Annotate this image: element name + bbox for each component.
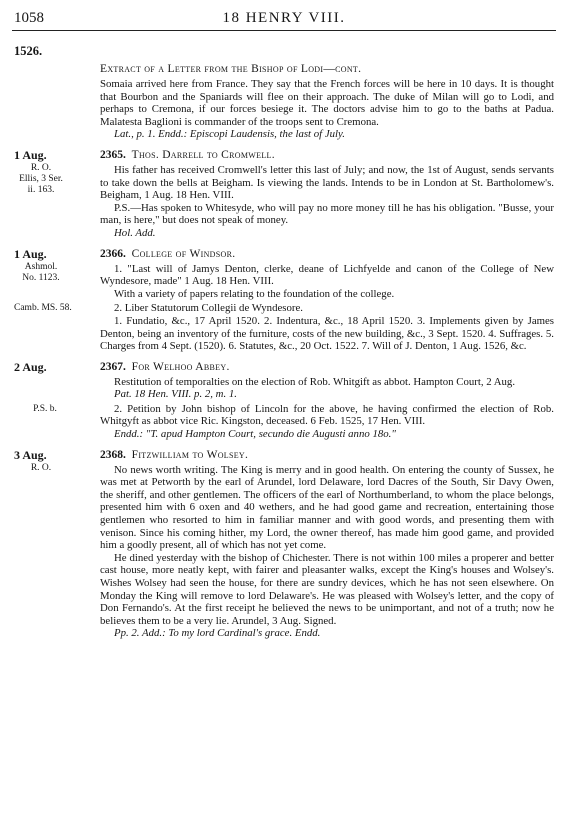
source-ref: ii. 163. — [27, 184, 55, 195]
entry-paragraph: 2. Petition by John bishop of Lincoln for the above, he having confirmed the election of Rob. Whitgyft as abbot vice Ric. Kingston, deceased. 6 Feb. 1525, 17 Hen. VIII. — [100, 402, 554, 428]
entry-heading — [100, 360, 554, 374]
entry-title: College of Windsor. — [131, 247, 236, 260]
entry-paragraph: 1. Fundatio, &c., 17 April 1520. 2. Indentura, &c., 18 April 1520. 3. Implements given by James Denton, being an inventory of the furniture, costs of the new building, &c., 3 Sept. 1520. 4. Suffrages. 5. Charges from 4 Sept. (1520). 6. Statutes, &c., 20 Oct. 1522. 7. Will of J. Denton, 1 Aug. 1526, &c. — [100, 314, 554, 353]
entry-number: 2366. — [100, 247, 126, 260]
running-head: 18 HENRY VIII. — [222, 10, 346, 26]
entry-subsection — [33, 402, 554, 441]
entry-note: Hol. Add. — [114, 226, 156, 239]
entry-subsection — [14, 302, 554, 353]
entry-paragraph: Restitution of temporalties on the election of Rob. Whitgift as abbot. Hampton Court, 2 Aug. — [114, 375, 516, 388]
year-label: 1526. — [14, 44, 43, 58]
entry-paragraph: 2. Liber Statutorum Collegii de Wyndesore. — [114, 302, 303, 315]
source-ref: P.S. b. — [33, 403, 57, 414]
entry-paragraph: 1. "Last will of Jamys Denton, clerke, deane of Lichfyelde and canon of the College of New Wyndesore, made" 1 Aug. 18 Hen. VIII. — [100, 262, 554, 288]
source-ref: No. 1123. — [22, 272, 60, 283]
header-rule — [12, 30, 556, 31]
source-ref: R. O. — [30, 462, 52, 473]
page-header — [14, 10, 554, 36]
entry-number: 2368. — [100, 448, 126, 461]
entry-title: For Welhoo Abbey. — [131, 360, 230, 373]
page-content — [14, 44, 554, 647]
extract-text: Somaia arrived here from France. They say that the French forces will be here in 10 days. It is thought that Bourbon and the Spaniards will flee on their approach. The duke of Milan will go to Lodi, and perhaps to Cremona, if our forces besiege it. The doctors advise him to go to the baths at Padua. Malatesta Baglioni is commander of the troops sent to Cremona. — [100, 78, 554, 128]
entry-paragraph: P.S.—Has spoken to Whitesyde, who will pay no more money till he has his obligation. "Busse, your man, is here," but does not speak of money. — [100, 201, 554, 227]
source-ref: Ashmol. — [24, 261, 58, 272]
entry-number: 2365. — [100, 148, 126, 161]
entry-margin — [14, 247, 94, 284]
extract-heading: Extract of a Letter from the Bishop of Lodi—cont. — [100, 63, 362, 75]
entry-heading — [100, 247, 554, 261]
extract-note: Lat., p. 1. Endd.: Episcopi Laudensis, the last of July. — [114, 128, 345, 141]
entry-note: Pp. 2. Add.: To my lord Cardinal's grace. Endd. — [114, 627, 321, 640]
entry-2368 — [14, 448, 554, 640]
entry-margin — [14, 148, 94, 196]
entry-number: 2367. — [100, 360, 126, 373]
entry-note: Endd.: "T. apud Hampton Court, secundo die Augusti anno 18o." — [114, 428, 396, 441]
entry-paragraph: He dined yesterday with the bishop of Chichester. There is not within 100 miles a properer and better cast house, more neatly kept, with fairer and pleasanter walks, except the King's houses and Wolsey's. Wishes Wolsey had seen the house, for there are sundry devices, which he has not seen elsewhere. On Monday the King will remove to lord Delaware's. He was pleased with Wolsey's letter, and the copy of Don Fernando's. At the first receipt he believed the news to be unimportant, and not of a truth; now he believes them to be a very lie. Arundel, 3 Aug. Signed. — [100, 551, 554, 627]
entry-heading — [100, 448, 554, 462]
page-number: 1058 — [14, 10, 44, 26]
entry-note: Pat. 18 Hen. VIII. p. 2, m. 1. — [114, 388, 237, 401]
entry-date: 2 Aug. — [14, 359, 47, 374]
source-ref: Ellis, 3 Ser. — [19, 173, 63, 184]
entry-paragraph: No news worth writing. The King is merry and in good health. On entering the county of Sussex, he was met at Petworth by the earl of Arundel, lord Delaware, lord Dacres of the South, Sir Davy Owen, the sheriff, and other gentlemen. The officers of the earl of Northumberland, to whom the place belongs, presented him with 6 oxen and 40 wethers, and he had good game and recreation, entertaining those gentlemen who resorted to him in familiar manner and with good words, and presenting them with venison. Since his coming hither, my Lord, the owner thereof, has made him good game, and provided him a goodly present, all of which has not yet come. — [100, 463, 554, 552]
entry-2365 — [14, 148, 554, 240]
entry-date: 1 Aug. — [14, 147, 47, 162]
entry-date: 1 Aug. — [14, 246, 47, 261]
entry-margin — [14, 360, 94, 375]
source-ref: Camb. MS. 58. — [14, 303, 72, 314]
entry-heading — [100, 148, 554, 162]
entry-date: 3 Aug. — [14, 447, 47, 462]
entry-2366 — [14, 247, 554, 353]
entry-title: Fitzwilliam to Wolsey. — [131, 448, 249, 461]
entry-title: Thos. Darrell to Cromwell. — [131, 148, 275, 161]
entry-paragraph: With a variety of papers relating to the foundation of the college. — [114, 287, 395, 300]
source-ref: R. O. — [30, 162, 52, 173]
entry-2367 — [14, 360, 554, 441]
entry-paragraph: His father has received Cromwell's letter this last of July; and now, the 1st of August, sends servants to take down the bells at Beigham. Is viewing the lands. Intends to be in London at St. Bartholomew's. Beigham, 1 Aug. 18 Hen. VIII. — [100, 163, 554, 202]
entry-margin — [14, 448, 94, 474]
extract-continued — [14, 62, 554, 141]
